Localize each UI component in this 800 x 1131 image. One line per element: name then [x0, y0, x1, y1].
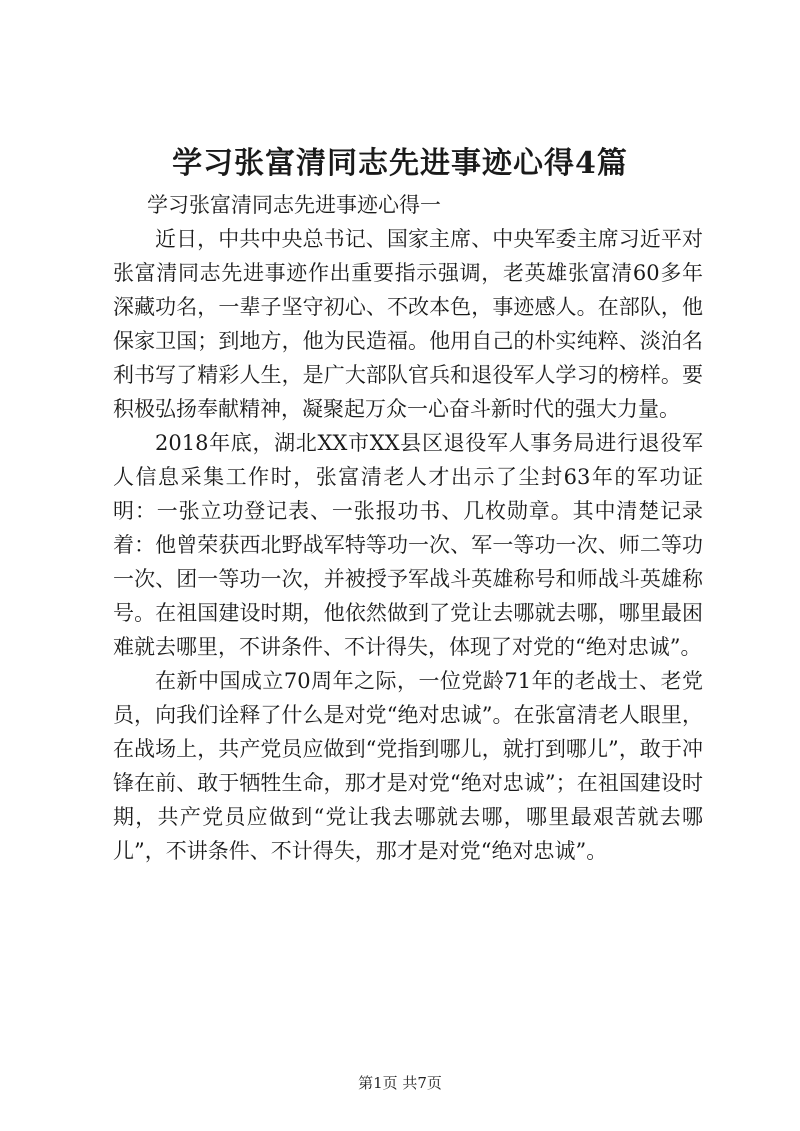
- section-subheading: 学习张富清同志先进事迹心得一: [147, 193, 441, 217]
- paragraph: 近日，中共中央总书记、国家主席、中央军委主席习近平对张富清同志先进事迹作出重要指示强调，老英雄张富清60多年深藏功名，一辈子坚守初心、不改本色，事迹感人。在部队，他保家卫国；到地方，他为民造福。他用自己的朴实纯粹、淡泊名利书写了精彩人生，是广大部队官兵和退役军人学习的榜样。要积极弘扬奉献精神，凝聚起万众一心奋斗新时代的强大力量。: [113, 227, 703, 421]
- document-body: [113, 188, 703, 868]
- paragraph: 在新中国成立70周年之际，一位党龄71年的老战士、老党员，向我们诠释了什么是对党“绝对忠诚”。在张富清老人眼里，在战场上，共产党员应做到“党指到哪儿，就打到哪儿”，敢于冲锋在前、敢于牺牲生命，那才是对党“绝对忠诚”；在祖国建设时期，共产党员应做到“党让我去哪就去哪，哪里最艰苦就去哪儿”，不讲条件、不计得失，那才是对党“绝对忠诚”。: [113, 669, 703, 863]
- paragraph: 2018年底，湖北XX市XX县区退役军人事务局进行退役军人信息采集工作时，张富清老人才出示了尘封63年的军功证明：一张立功登记表、一张报功书、几枚勋章。其中清楚记录着：他曾荣获西北野战军特等功一次、军一等功一次、师二等功一次、团一等功一次，并被授予军战斗英雄称号和师战斗英雄称号。在祖国建设时期，他依然做到了党让去哪就去哪，哪里最困难就去哪里，不讲条件、不计得失，体现了对党的“绝对忠诚”。: [113, 431, 703, 659]
- document-title: 学习张富清同志先进事迹心得4篇: [172, 146, 628, 181]
- page-footer: 第1页 共7页: [358, 1074, 442, 1092]
